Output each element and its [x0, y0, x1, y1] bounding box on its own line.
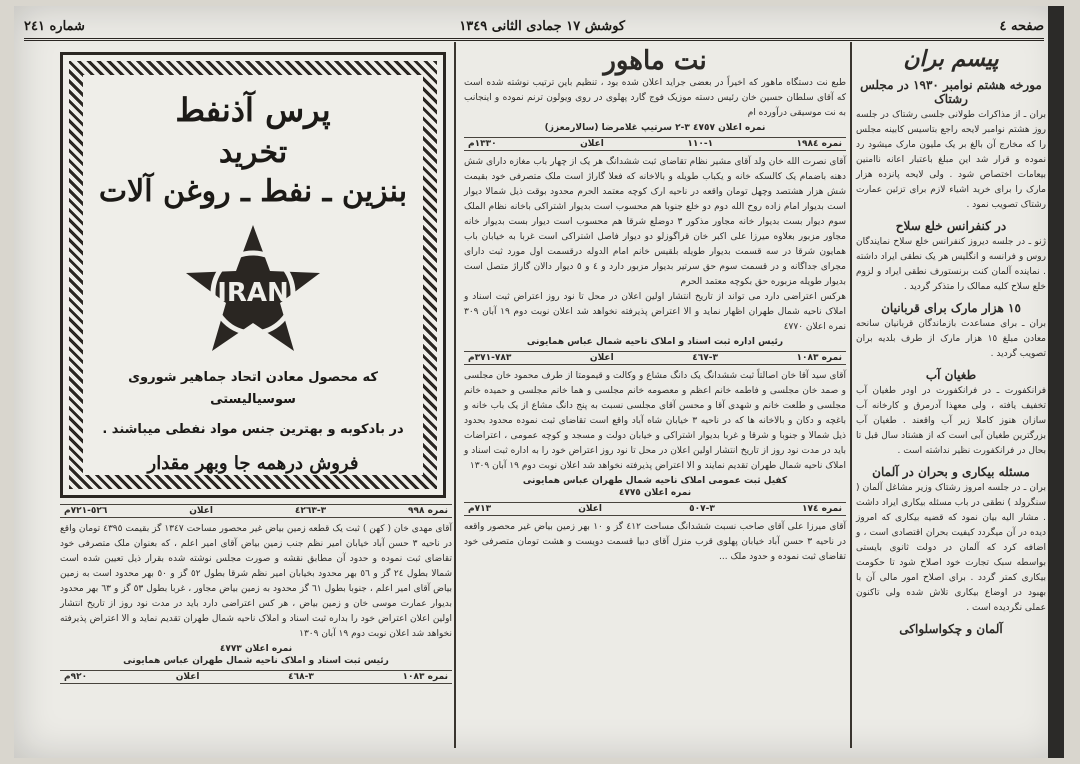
date-line: کوشش ١٧ جمادی الثانی ١٣٤٩ — [459, 18, 626, 34]
notice-ref: ٥٢٦-٧٢١م — [64, 506, 108, 516]
notice-body: آقای نصرت الله خان ولد آقای مشیر نظام تقاضای ثبت ششدانگ هر یک از چهار باب مغازه دارای شش دهنه باضمام یک کالسکه خانه و یکباب طویله و بالاخانه که فعلا گاراژ است ملک متصرفی خود بقیمت شش هزار هشتصد وچهل تومان واقعه در ناحیه ارک کوچه معتمد الحرم محدود بوقت ذیل شمالا دیوار است بدیوار امام زاده روح الله دوم دو خلع جنوبا هم محسوب است بدیوار اشتراکی باخانه نظام الملک سوم دیوار بست بدیوار خانه مجاور مذکور ٣ دوضلع شرقا هم محسوب است دیوار بست بدیوار خانه مجاور مزبور بعلاوه میرزا علی اکبر خان قراگوزلو دو دیوار فاصل اشتراکی است غربا به خیابان باب همایون شرقا در سه قسمت بدیوار طویله بلقیس خانم امام الدوله درقسمت اول مورد ثبت دارای مجرای جداگانه و در قسمت سوم حق سرتیر بدیوار مزبور دارد و ٤ و ٥ دیوار دالان گاراژ متصل است بدیوار طویله مزبوره حق بکوچه معتمد الحرم — [464, 157, 846, 287]
section-body: بران ـ از مذاکرات طولانی جلسی رشتاک در جلسه روز هشتم نوامبر لایحه راجع بتاسیس کابینه مجلس را که مخارج آن بالغ بر یک ملیون مارک میشود رد نموده و قرار شد این مبلغ باعتبار اعانه ناامنین بیعامات اختصاص شود . ولی لایحه پانزده هزار مارک را برای خرید اشیاء لازم برای تزئین عمارت رشتاک تصویب نمود . — [856, 110, 1046, 210]
notice-number: نمره ١٩٨٤ — [796, 139, 842, 149]
notice-ref: ٧١٣م — [468, 504, 492, 514]
logo-text: IRAN — [217, 278, 289, 308]
article-title: نت ماهور — [603, 46, 707, 76]
notice-label: اعلان — [580, 139, 604, 149]
section-heading: مسئله بیکاری و بحران در آلمان — [872, 465, 1030, 479]
section-body: فرانکفورت ـ در فرانکفورت در اودر طغیان آب تخفیف یافته ، ولی معهذا آدرمرق و کارخانه آب سازان هنوز کاملا زیر آب واقعند . طغیان آب بزرگترین طغیان آبی است که از هشتاد سال قبل تا بحال در فرانکفورت نظیر نداشته است . — [856, 386, 1046, 456]
notice-signature: رئیس اداره ثبت اسناد و املاک ناحیه شمال عباس همایونی — [526, 337, 784, 347]
section-heading: در کنفرانس خلع سلاح — [895, 219, 1007, 233]
star-logo-icon — [178, 219, 328, 359]
notice-number: نمره ١٧٤ — [802, 504, 842, 514]
notice-label: اعلان — [578, 504, 602, 514]
notice-code: ٣-٥٠٧ — [689, 504, 715, 514]
advertisement-box — [60, 52, 446, 498]
notice-ref: ٩٢٠م — [64, 672, 88, 682]
scan-edge — [1048, 6, 1064, 758]
notice-header — [464, 351, 846, 365]
section-heading: طغیان آب — [925, 368, 977, 382]
notice-header — [464, 502, 846, 516]
notice-label: اعلان — [189, 506, 213, 516]
notice-number: نمره ١٠٨٣ — [402, 672, 448, 682]
ad-content — [89, 81, 417, 474]
article-signature: نمره اعلان ٤٧٥٧ ٣-٢ سرتیپ غلامرضا (سالارمعزز) — [544, 123, 766, 133]
notice-code: ٣-٤٦٨ — [288, 672, 314, 682]
right-column — [856, 46, 1046, 638]
page-number: صفحه ٤ — [999, 18, 1044, 34]
notice-number: نمره ١٠٨٣ — [796, 353, 842, 363]
center-column — [464, 46, 846, 565]
notice-body-cont: هرکس اعتراضی دارد می تواند از تاریخ انتشار اولین اعلان در محل تا نود روز اعتراض ثبت اسناد و املاک ناحیه شمال طهران اظهار نماید و الا اعتراض پذیرفته نخواهد شد اعلان نوبت دوم ١٩ آبان ٣٠٩ نمره اعلان ٤٧٧٠ — [464, 292, 846, 332]
notice-ref: ٧٨٣-٣٧١م — [468, 353, 512, 363]
notice-header-next — [60, 670, 452, 684]
ad-description-2: در بادکوبه و بهترین جنس مواد نفطی میباشند . — [102, 422, 404, 437]
section-body: بران ـ در جلسه امروز رشتاک وزیر مشاغل آلمان ( سنگرولد ) نطقی در باب مسئله بیکاری ایراد داشت . مشار الیه بیان نمود که قضیه بیکاری که امروز دیده در آن میگردد کیفیت بحران اقتصادی است ، و اضافه کرد که آلمان در دولت ثانوی بایستی بواسطه سبک تجارت خود اصلاح شود تا حکومت بیکاری کمتر گردد . برای اصلاح امور مالی آن با بهبود در اوضاع بیکاری تلاش شده ولی تاکنون عملی نگردیده است . — [856, 483, 1046, 613]
section-body: ژنو ـ در جلسه دیروز کنفرانس خلع سلاح نمایندگان روس و فرانسه و انگلیس هر یک نطقی ایراد داشته . نماینده آلمان کنت برنستورف نطقی ایراد و لزوم خلع سلاح کلیه ممالک را متذکر گردید . — [856, 237, 1046, 292]
notice-body: آقای سید آقا خان اصالتاً ثبت ششدانگ یک دانگ مشاع و وکالت و قیمومتا از طرف محمود خان مجلسی و صمد خان مجلسی و فاطمه خانم اعظم و معصومه خانم مجلسی و هما خانم مجلسی و حمیده خانم مجلسی و طلعت خانم و شهدی آقا و محسن آقای مجلسی نسبت به پنج دانگ مشاع از یک باب خانه و باغچه و دکان و بالاخانه ها که در ناحیه ٣ خیابان شاه آباد واقع است تقاضای ثبت نموده محدود بحدود ذیل شمالا و جنوبا و شرقا و غربا بدیوار اشتراکی و خیابان دولت و مسجد و کوچه عمومی ، اعتراضات باید در مدت نود روز از تاریخ انتشار اولین اعلان در محل تا نود روز اعتراض خود را به اداره ثبت اسناد و املاک ناحیه شمال طهران تقدیم نمایند و الا اعتراض پذیرفته نخواهد شد اعلان نوبت دوم ١٩ آبان ١٣٠٩ — [464, 371, 846, 471]
notice-number: نمره ٩٩٨ — [408, 506, 448, 516]
notice-lower-left — [60, 500, 452, 688]
ad-footer: فروش درهمه جا وبهر مقدار — [147, 453, 359, 474]
notice-code: ٣-٤٢٦٣ — [294, 506, 327, 516]
article-intro: طبع نت دستگاه ماهور که اخیراً در بعضی جراید اعلان شده بود ، تنظیم باین ترتیب نوشته شده است که آقای سلطان حسین خان رئیس دسته موزیک فوج گارد پهلوی در روی ویولون ترنم نموده و اینجانب به نت موسیقی درآورده ام — [464, 78, 846, 118]
notice-body: آقای میرزا علی آقای صاحب نسبت ششدانگ مساحت ٤١٢ گز و ١٠ بهر زمین بیاض غیر محصور واقعه در ناحیه ٣ حسن آباد خیابان پهلوی قرب منزل آقای دبیا قسمت دویست و هشت تومان متصرفی خود تقاضای ثبت نموده و حدود ملک ... — [464, 522, 846, 562]
newspaper-page — [14, 6, 1064, 758]
column-divider-right — [850, 42, 852, 748]
notice-ref: ١٣٣٠م — [468, 139, 497, 149]
issue-number: شماره ٢٤١ — [24, 18, 85, 34]
notice-body: آقای مهدی خان ( کهن ) ثبت یک قطعه زمین بیاض غیر محصور مساحت ١٣٤٧ گز بقیمت ٤٣٩٥ تومان واقع در ناحیه ٣ حسن آباد خیابان امیر نظم جنب زمین بیاض آقای امیر اعلم ، که بعنوان ملک متصرفی خود تقاضای ثبت نموده و حدود آن مطابق نقشه و صورت مجلس نوشته شده بقرار ذیل تعیین شده است شمالا بطول ٢٤ گز و ٥٦ بهر محدود بخیابان امیر نظم شرقا بطول ٥٢ گز و ٥٠ بهر محدود است به زمین بیاض آقای امیر اعلم ، جنوبا بطول ٦١ گز محدود به زمین بیاض مجاور ، غربا بطول ٥٣ گز و ٦٣ بهر محدود بدیوار عمارت موسی خان و زمین بیاض ، هر کس اعتراضی دارد باید در مدت نود روز از تاریخ انتشار اولین اعلان اعتراض خود را بداره ثبت اسناد و املاک ناحیه شمال طهران تقدیم نماید و الا اعتراض پذیرفته نخواهد شد اعلان نوبت دوم ١٩ آبان ١٣٠٩ — [60, 524, 453, 639]
ad-products: بنزین ـ نفط ـ روغن آلات — [98, 174, 408, 209]
ad-title: پرس آذنفط — [175, 91, 331, 129]
section-body: بران ـ برای مساعدت بازماندگان قربانیان سانحه معادن مبلغ ١٥ هزار مارک از طرف بلدیه بران تصویب گردید . — [856, 319, 1046, 359]
notice-signature: رئیس ثبت اسناد و املاک ناحیه شمال طهران عباس همایونی — [123, 656, 389, 666]
section-heading: آلمان و چکواسلواکی — [899, 622, 1003, 636]
notice-signature: کفیل ثبت عمومی املاک ناحیه شمال طهران عباس همایونی — [522, 476, 788, 486]
notice-header — [464, 137, 846, 151]
section-heading: ١٥ هزار مارک برای قربانیان — [881, 301, 1021, 315]
column-divider-left — [454, 42, 456, 748]
notice-header — [60, 504, 452, 518]
notice-code: ١-١١٠ — [687, 139, 714, 149]
page-header — [24, 14, 1044, 41]
notice-number-line: نمره اعلان ٤٧٧٣ — [219, 644, 293, 654]
section-heading: مورخه هشتم نوامبر ١٩٣٠ در مجلس رشتاک — [860, 78, 1042, 106]
column-title: پیسم بران — [903, 46, 999, 72]
ad-description-1: که محصول معادن اتحاد جماهیر شوروی سوسیالیستی — [128, 370, 378, 407]
ad-subtitle: تخرید — [218, 135, 288, 170]
notice-label: اعلان — [175, 672, 200, 682]
notice-number-line: نمره اعلان ٤٧٧٥ — [618, 488, 692, 498]
notice-label: اعلان — [589, 353, 614, 363]
notice-code: ٣-٤٦٧ — [692, 353, 718, 363]
